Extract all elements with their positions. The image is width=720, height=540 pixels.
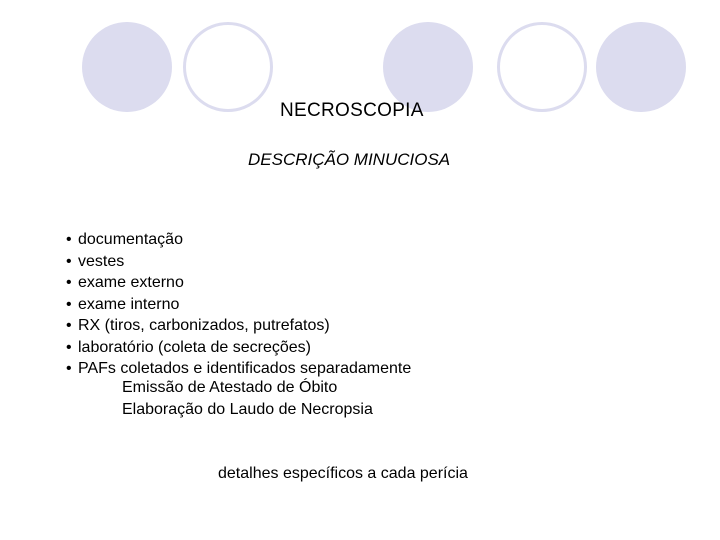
bullet-glyph: • xyxy=(66,231,72,248)
sub-line-necropsy-report: Elaboração do Laudo de Necropsia xyxy=(122,401,373,418)
bullet-glyph: • xyxy=(66,274,72,291)
decorative-circle-1 xyxy=(82,22,172,112)
list-item xyxy=(66,294,411,316)
list-item xyxy=(66,337,411,359)
list-item xyxy=(66,229,411,251)
list-item-text: laboratório (coleta de secreções) xyxy=(78,338,312,356)
list-item xyxy=(66,251,411,273)
slide-title: NECROSCOPIA xyxy=(280,100,424,121)
list-item xyxy=(66,315,411,337)
footer-note: detalhes específicos a cada perícia xyxy=(218,465,468,482)
slide-subtitle: DESCRIÇÃO MINUCIOSA xyxy=(248,150,451,169)
bullet-glyph: • xyxy=(66,338,72,356)
decorative-circle-2 xyxy=(183,22,273,112)
list-item xyxy=(66,358,411,380)
list-item-text: documentação xyxy=(78,231,183,248)
list-item-text: exame externo xyxy=(78,274,184,291)
bullet-list xyxy=(66,229,411,380)
bullet-glyph: • xyxy=(66,360,72,377)
list-item xyxy=(66,272,411,294)
list-item-text: exame interno xyxy=(78,295,180,313)
sub-line-death-certificate: Emissão de Atestado de Óbito xyxy=(122,379,338,396)
bullet-glyph: • xyxy=(66,295,72,313)
decorative-circle-5 xyxy=(596,22,686,112)
decorative-circle-4 xyxy=(497,22,587,112)
list-item-text: vestes xyxy=(78,252,125,270)
bullet-glyph: • xyxy=(66,317,72,334)
bullet-glyph: • xyxy=(66,252,72,270)
decorative-circle-3 xyxy=(383,22,473,112)
list-item-text: PAFs coletados e identificados separadamente xyxy=(78,360,412,377)
list-item-text: RX (tiros, carbonizados, putrefatos) xyxy=(78,317,330,334)
